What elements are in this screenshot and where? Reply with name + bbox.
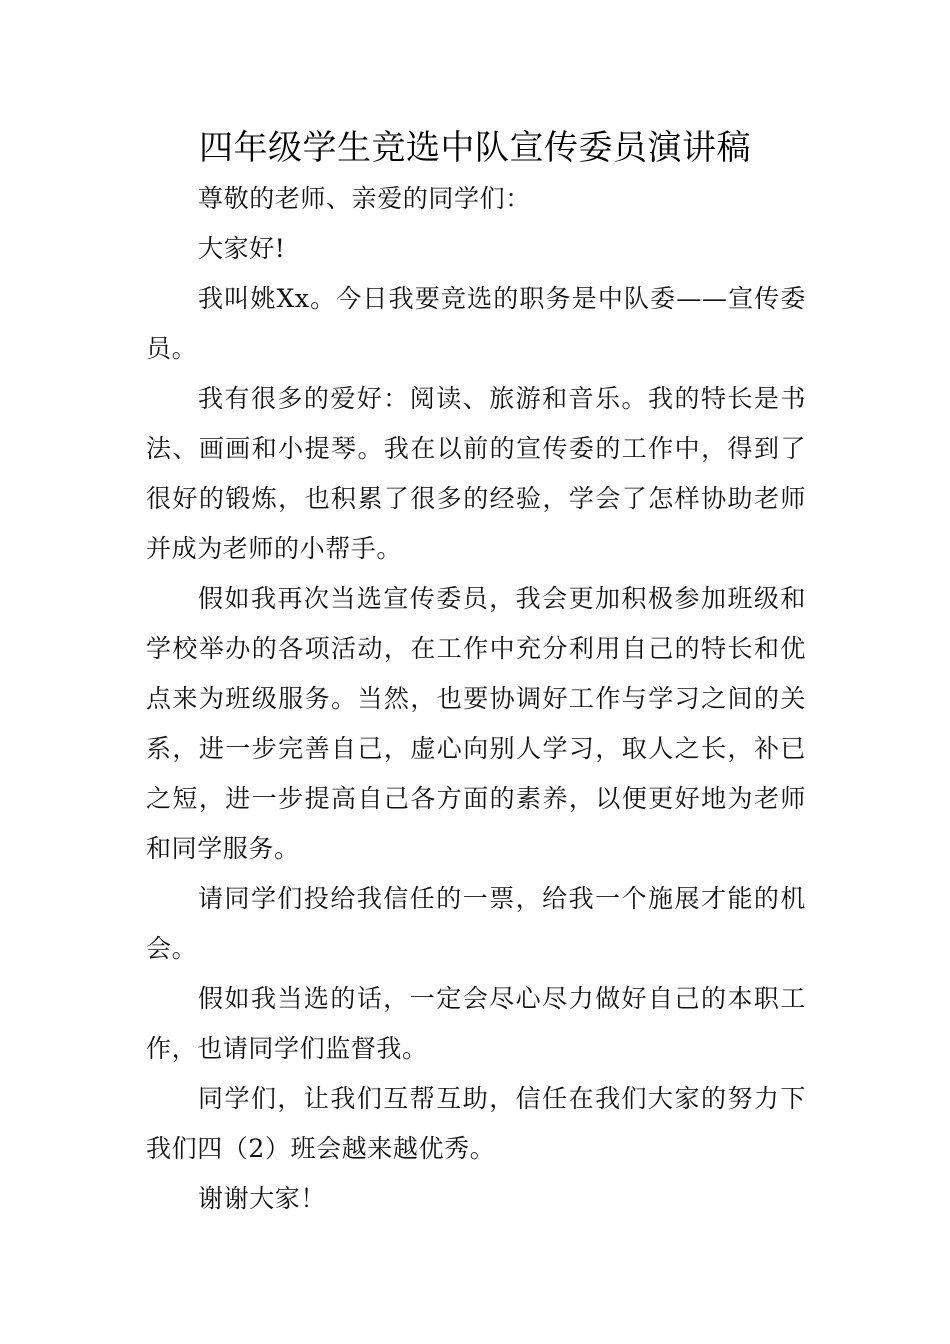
paragraph-call-to-action: 同学们，让我们互帮互助，信任在我们大家的努力下我们四（2）班会越来越优秀。: [146, 1084, 806, 1163]
paragraph-promise: 假如我当选的话，一定会尽心尽力做好自己的本职工作，也请同学们监督我。: [146, 984, 806, 1063]
paragraph-plans: 假如我再次当选宣传委员，我会更加积极参加班级和学校举办的各项活动，在工作中充分利用自己的特长和优点来为班级服务。当然，也要协调好工作与学习之间的关系，进一步完善自己，虚心向别人学习，取人之长，补已之短，进一步提高自己各方面的素养，以便更好地为老师和同学服务。: [146, 584, 806, 863]
paragraph-hobbies: 我有很多的爱好：阅读、旅游和音乐。我的特长是书法、画画和小提琴。我在以前的宣传委的工作中，得到了很好的锻炼，也积累了很多的经验，学会了怎样协助老师并成为老师的小帮手。: [146, 384, 806, 563]
paragraph-introduction: 我叫姚Xx。今日我要竞选的职务是中队委——宣传委员。: [146, 284, 806, 363]
document-title: 四年级学生竞选中队宣传委员演讲稿: [199, 128, 751, 168]
paragraph-vote-request: 请同学们投给我信任的一票，给我一个施展才能的机会。: [146, 884, 806, 963]
document-body: [146, 174, 806, 1224]
paragraph-thanks: 谢谢大家！: [198, 1184, 327, 1213]
paragraph-greeting: 尊敬的老师、亲爱的同学们：: [198, 184, 531, 213]
paragraph-hello: 大家好!: [198, 234, 286, 263]
